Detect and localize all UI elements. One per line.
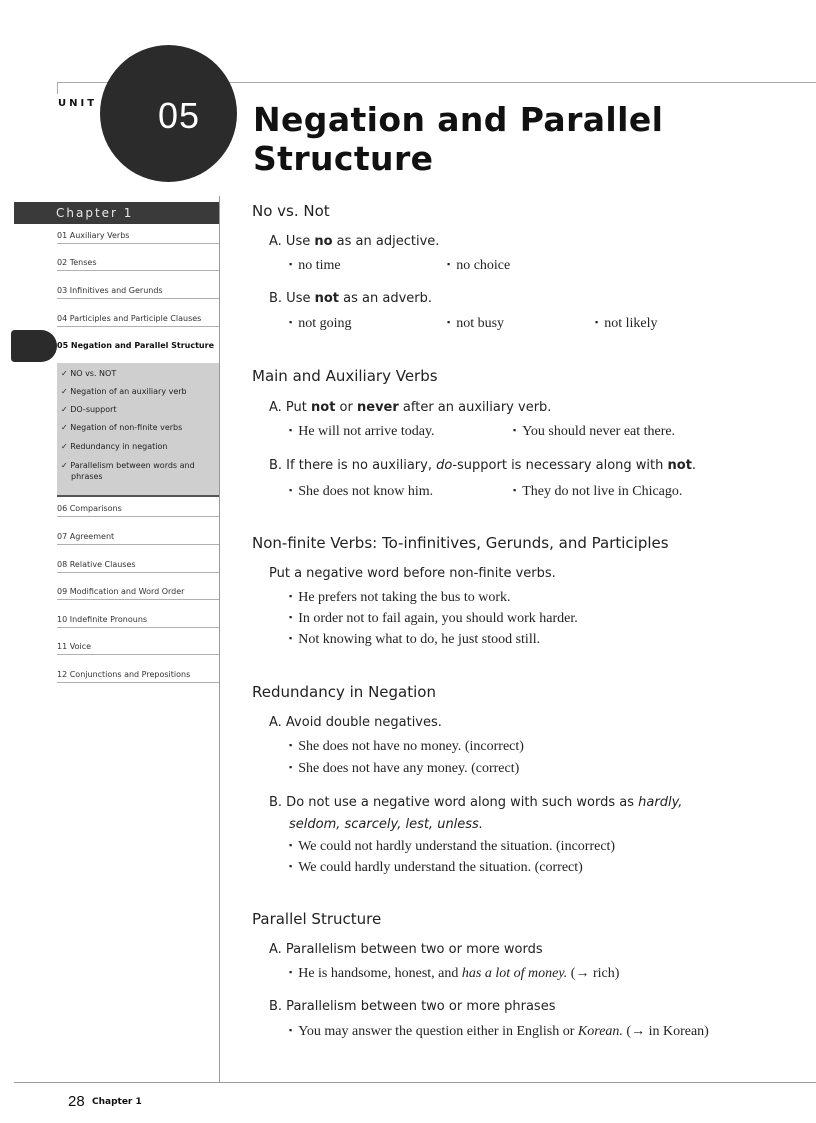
example: ▪ She does not know him.: [289, 484, 433, 500]
section-title: Non-finite Verbs: To-infinitives, Gerunds, and Participles: [252, 534, 669, 552]
rule-a: A. Put not or never after an auxiliary verb.: [269, 400, 552, 415]
subtopic-item[interactable]: ✓ Parallelism between words and: [61, 461, 195, 470]
unit-label: UNIT: [58, 98, 98, 109]
example: ▪ not busy: [447, 316, 504, 332]
active-item-marker: [11, 330, 57, 362]
example: ▪ no time: [289, 258, 341, 274]
sidebar-item[interactable]: 07 Agreement: [57, 530, 219, 545]
sidebar-chapter-heading: Chapter 1: [14, 202, 219, 224]
subtopic-item[interactable]: ✓ Redundancy in negation: [61, 442, 168, 451]
rule-a: A. Avoid double negatives.: [269, 715, 442, 730]
subtopic-item[interactable]: ✓ Negation of an auxiliary verb: [61, 387, 187, 396]
example: ▪ She does not have no money. (incorrect): [289, 739, 524, 755]
sidebar-item[interactable]: 09 Modification and Word Order: [57, 585, 219, 600]
sidebar-item[interactable]: 02 Tenses: [57, 256, 219, 271]
rule-intro: Put a negative word before non-finite verbs.: [269, 566, 556, 581]
example: ▪ You may answer the question either in English or Korean. (→ in Korean): [289, 1024, 709, 1040]
section-title: Parallel Structure: [252, 910, 382, 928]
example: ▪ We could hardly understand the situation. (correct): [289, 860, 583, 876]
example: ▪ not going: [289, 316, 351, 332]
sidebar-item-active[interactable]: 05 Negation and Parallel Structure: [57, 341, 214, 350]
rule-a: A. Use no as an adjective.: [269, 234, 440, 249]
example: ▪ He prefers not taking the bus to work.: [289, 590, 511, 606]
sidebar-item[interactable]: 11 Voice: [57, 640, 219, 655]
page-number: 28: [68, 1093, 85, 1110]
footer-rule: [14, 1082, 816, 1083]
rule-b-continued: seldom, scarcely, lest, unless.: [289, 817, 483, 832]
section-title: Redundancy in Negation: [252, 683, 436, 701]
example: ▪ We could not hardly understand the situation. (incorrect): [289, 839, 615, 855]
sidebar-item[interactable]: 10 Indefinite Pronouns: [57, 613, 219, 628]
example: ▪ In order not to fail again, you should work harder.: [289, 611, 578, 627]
sidebar-item[interactable]: 03 Infinitives and Gerunds: [57, 284, 219, 299]
example: ▪ not likely: [595, 316, 657, 332]
subtopic-item[interactable]: ✓ DO-support: [61, 405, 117, 414]
rule-a: A. Parallelism between two or more words: [269, 942, 543, 957]
example: ▪ She does not have any money. (correct): [289, 761, 519, 777]
page-title: Negation and Parallel Structure: [253, 100, 664, 178]
sidebar-item[interactable]: 01 Auxiliary Verbs: [57, 229, 219, 244]
example: ▪ They do not live in Chicago.: [513, 484, 682, 500]
subtopic-item-cont: phrases: [71, 472, 103, 481]
subtopic-item[interactable]: ✓ NO vs. NOT: [61, 369, 117, 378]
sidebar-item[interactable]: 12 Conjunctions and Prepositions: [57, 668, 219, 683]
rule-b: B. If there is no auxiliary, do-support is necessary along with not.: [269, 458, 697, 473]
example: ▪ He will not arrive today.: [289, 424, 435, 440]
unit-number: 05: [157, 95, 201, 136]
rule-b: B. Do not use a negative word along with such words as hardly,: [269, 795, 683, 810]
header-tick: [57, 82, 58, 94]
sidebar-item[interactable]: 08 Relative Clauses: [57, 558, 219, 573]
sidebar-item[interactable]: 04 Participles and Participle Clauses: [57, 312, 219, 327]
example: ▪ Not knowing what to do, he just stood still.: [289, 632, 540, 648]
section-title: Main and Auxiliary Verbs: [252, 367, 438, 385]
rule-b: B. Parallelism between two or more phrases: [269, 999, 556, 1014]
rule-b: B. Use not as an adverb.: [269, 291, 432, 306]
sidebar-divider: [219, 196, 220, 1083]
subtopic-item[interactable]: ✓ Negation of non-finite verbs: [61, 423, 183, 432]
example: ▪ You should never eat there.: [513, 424, 675, 440]
footer-chapter: Chapter 1: [92, 1097, 142, 1107]
example: ▪ no choice: [447, 258, 510, 274]
section-title: No vs. Not: [252, 202, 330, 220]
example: ▪ He is handsome, honest, and has a lot of money. (→ rich): [289, 966, 619, 982]
sidebar-item[interactable]: 06 Comparisons: [57, 502, 219, 517]
